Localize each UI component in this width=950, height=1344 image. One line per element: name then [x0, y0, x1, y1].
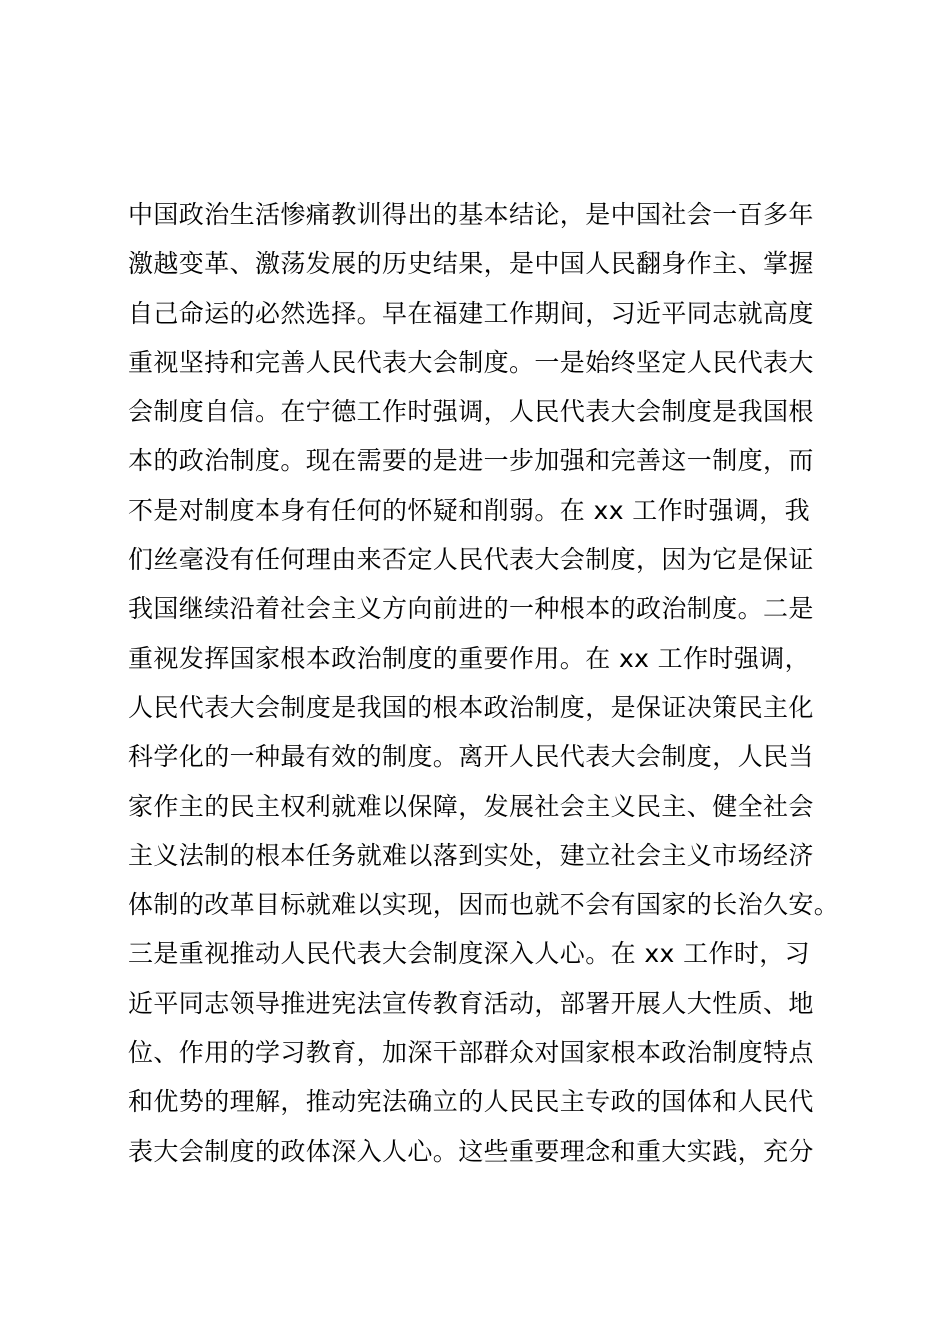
text-line: 我国继续沿着社会主义方向前进的一种根本的政治制度。二是 — [128, 594, 814, 624]
text-line: 激越变革、激荡发展的历史结果，是中国人民翻身作主、掌握 — [128, 249, 814, 279]
text-line: 位、作用的学习教育，加深干部群众对国家根本政治制度特点 — [128, 1038, 814, 1068]
text-line: 中国政治生活惨痛教训得出的基本结论，是中国社会一百多年 — [128, 200, 814, 229]
text-line: 三是重视推动人民代表大会制度深入人心。在 xx 工作时，习 — [128, 939, 811, 969]
text-line: 近平同志领导推进宪法宣传教育活动，部署开展人大性质、地 — [128, 988, 814, 1018]
text-line: 自己命运的必然选择。早在福建工作期间，习近平同志就高度 — [128, 298, 814, 328]
text-line: 家作主的民主权利就难以保障，发展社会主义民主、健全社会 — [128, 791, 814, 821]
text-line: 人民代表大会制度是我国的根本政治制度，是保证决策民主化 — [128, 692, 814, 722]
text-line: 本的政治制度。现在需要的是进一步加强和完善这一制度，而 — [128, 446, 814, 476]
text-line: 不是对制度本身有任何的怀疑和削弱。在 xx 工作时强调，我 — [128, 495, 811, 525]
text-line: 们丝毫没有任何理由来否定人民代表大会制度，因为它是保证 — [128, 545, 814, 575]
text-line: 和优势的理解，推动宪法确立的人民民主专政的国体和人民代 — [128, 1087, 814, 1117]
text-line: 会制度自信。在宁德工作时强调，人民代表大会制度是我国根 — [128, 397, 814, 427]
text-line: 重视发挥国家根本政治制度的重要作用。在 xx 工作时强调， — [128, 643, 811, 673]
text-line: 表大会制度的政体深入人心。这些重要理念和重大实践，充分 — [128, 1136, 814, 1166]
text-line: 科学化的一种最有效的制度。离开人民代表大会制度，人民当 — [128, 742, 814, 772]
body-paragraph — [128, 190, 840, 1176]
text-line: 重视坚持和完善人民代表大会制度。一是始终坚定人民代表大 — [128, 347, 814, 377]
text-line: 体制的改革目标就难以实现，因而也就不会有国家的长治久安。 — [128, 890, 840, 920]
text-line: 主义法制的根本任务就难以落到实处，建立社会主义市场经济 — [128, 840, 814, 870]
